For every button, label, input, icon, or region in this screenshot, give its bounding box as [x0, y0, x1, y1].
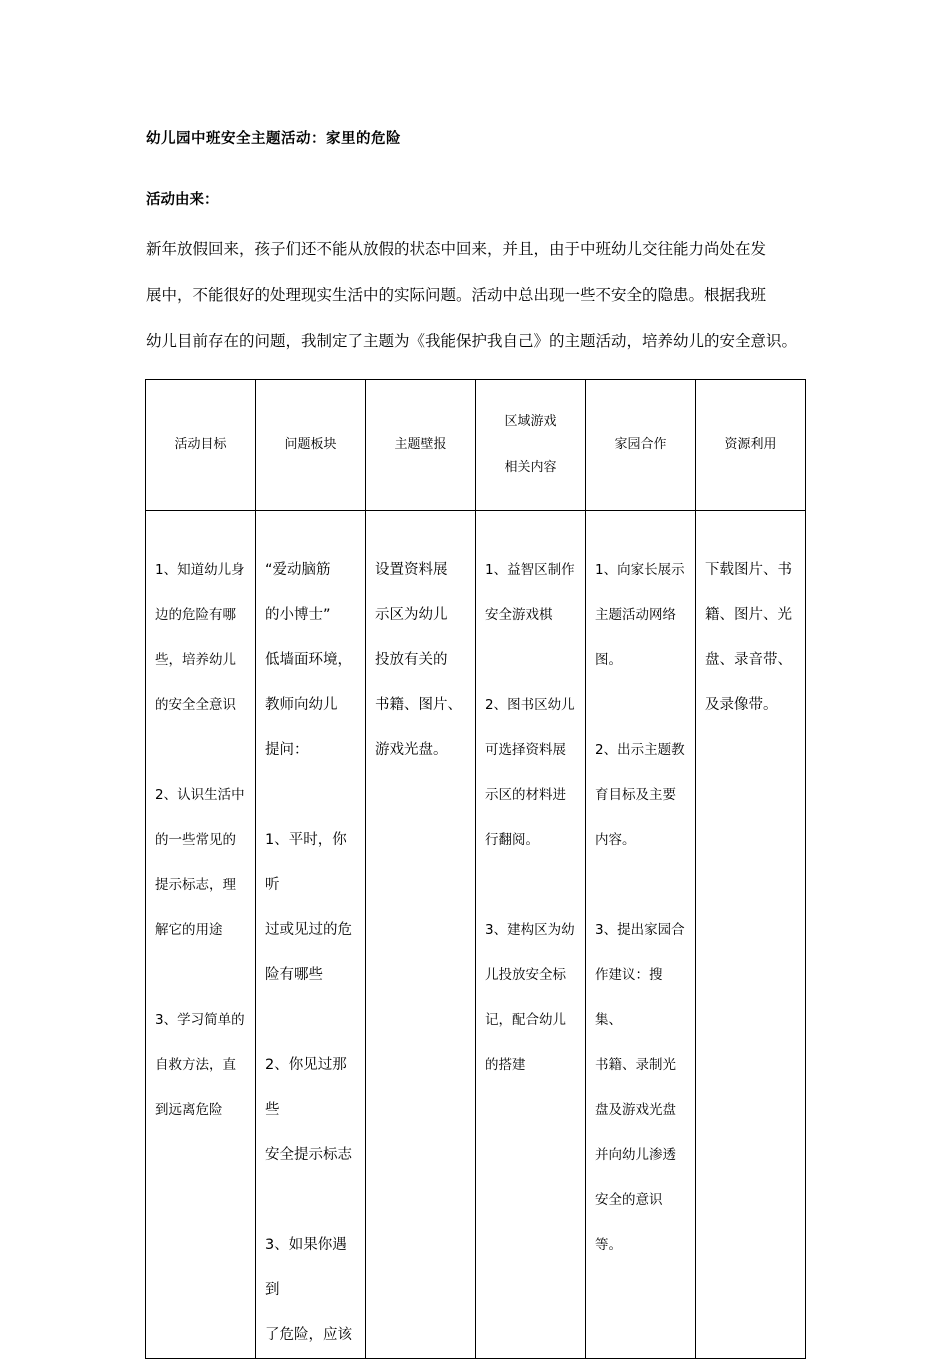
cell-line: 安全游戏棋	[485, 607, 553, 623]
cell-line: 到远离危险	[155, 1102, 223, 1118]
cell-line: 行翻阅。	[485, 832, 539, 848]
cell-line: 下载图片、书	[705, 562, 792, 578]
cell-line: 内容。	[595, 832, 636, 848]
cell-line: 1、知道幼儿身	[155, 562, 245, 578]
cell-paragraph	[155, 773, 247, 953]
cell-line: 记，配合幼儿	[485, 1012, 566, 1028]
paragraph-gap	[265, 773, 357, 818]
cell-line: 过或见过的危	[265, 922, 352, 938]
cell-line: 3、如果你遇到	[265, 1237, 347, 1298]
cell-line: 的搭建	[485, 1057, 526, 1073]
cell-home	[586, 511, 696, 1359]
document-title: 幼儿园中班安全主题活动：家里的危险	[146, 131, 401, 147]
header-goal: 活动目标	[146, 380, 256, 511]
cell-line: 的小博士”	[265, 607, 331, 623]
cell-paragraph	[485, 908, 577, 1088]
cell-line: 书籍、图片、	[375, 697, 462, 713]
cell-line: 提问：	[265, 742, 309, 758]
cell-line: 并向幼儿渗透	[595, 1147, 676, 1163]
header-area-line: 相关内容	[504, 460, 557, 475]
intro-line: 幼儿目前存在的问题，我制定了主题为《我能保护我自己》的主题活动，培养幼儿的安全意识。	[146, 332, 798, 350]
cell-goal	[146, 511, 256, 1359]
cell-line: 示区为幼儿	[375, 607, 448, 623]
cell-line: 险有哪些	[265, 967, 323, 983]
cell-paragraph	[595, 908, 687, 1268]
cell-line: 作建议：搜集、	[595, 967, 663, 1028]
cell-paragraph	[595, 548, 687, 683]
cell-line: 安全提示标志	[265, 1147, 352, 1163]
paragraph-gap	[155, 728, 247, 773]
table-header-row	[146, 380, 806, 511]
cell-line: 投放有关的	[375, 652, 448, 668]
cell-area	[476, 511, 586, 1359]
cell-line: 盘及游戏光盘	[595, 1102, 676, 1118]
cell-line: 提示标志，理	[155, 877, 236, 893]
header-resource: 资源利用	[696, 380, 806, 511]
paragraph-gap	[265, 1178, 357, 1223]
header-area-line: 区域游戏	[504, 414, 557, 429]
cell-line: 1、平时，你听	[265, 832, 347, 893]
origin-heading: 活动由来：	[146, 192, 219, 208]
cell-line: 3、学习简单的	[155, 1012, 245, 1028]
cell-paragraph	[375, 548, 467, 773]
cell-issue	[256, 511, 366, 1359]
paragraph-gap	[485, 638, 577, 683]
cell-line: 3、提出家园合	[595, 922, 685, 938]
cell-line: 安全的意识	[595, 1192, 663, 1208]
cell-line: 教师向幼儿	[265, 697, 338, 713]
cell-line: 可选择资料展	[485, 742, 566, 758]
paragraph-gap	[595, 683, 687, 728]
cell-line: 边的危险有哪	[155, 607, 236, 623]
intro-line: 新年放假回来，孩子们还不能从放假的状态中回来，并且，由于中班幼儿交往能力尚处在发	[146, 240, 767, 258]
cell-issue-content	[256, 511, 365, 1358]
cell-paragraph	[485, 548, 577, 638]
header-home: 家园合作	[586, 380, 696, 511]
cell-wall	[366, 511, 476, 1359]
cell-line: 儿投放安全标	[485, 967, 566, 983]
cell-resource	[696, 511, 806, 1359]
cell-line: 2、认识生活中	[155, 787, 245, 803]
cell-line: 些，培养幼儿	[155, 652, 236, 668]
cell-line: 主题活动网络	[595, 607, 676, 623]
cell-line: 示区的材料进	[485, 787, 566, 803]
cell-line: 2、出示主题教	[595, 742, 685, 758]
header-area	[476, 380, 586, 511]
cell-paragraph	[265, 1223, 357, 1358]
cell-line: 的安全全意识	[155, 697, 236, 713]
cell-wall-content	[366, 511, 475, 773]
header-issue: 问题板块	[256, 380, 366, 511]
header-wall: 主题壁报	[366, 380, 476, 511]
paragraph-gap	[485, 863, 577, 908]
cell-line: 解它的用途	[155, 922, 223, 938]
activity-plan-table	[145, 379, 806, 1359]
cell-paragraph	[705, 548, 797, 728]
cell-resource-content	[696, 511, 805, 728]
cell-line: 盘、录音带、	[705, 652, 792, 668]
cell-paragraph	[155, 548, 247, 728]
cell-line: 籍、图片、光	[705, 607, 792, 623]
cell-goal-content	[146, 511, 255, 1133]
cell-paragraph	[485, 683, 577, 863]
cell-line: 图。	[595, 652, 622, 668]
cell-line: 3、建构区为幼	[485, 922, 575, 938]
cell-line: 1、益智区制作	[485, 562, 575, 578]
intro-line: 展中，不能很好的处理现实生活中的实际问题。活动中总出现一些不安全的隐患。根据我班	[146, 286, 767, 304]
cell-line: 设置资料展	[375, 562, 448, 578]
cell-line: 低墙面环境，	[265, 652, 352, 668]
paragraph-gap	[265, 998, 357, 1043]
cell-line: “爱动脑筋	[265, 562, 331, 578]
intro-paragraph	[146, 226, 826, 364]
cell-paragraph	[155, 998, 247, 1133]
cell-line: 2、图书区幼儿	[485, 697, 575, 713]
cell-paragraph	[595, 728, 687, 863]
cell-paragraph	[265, 818, 357, 998]
paragraph-gap	[155, 953, 247, 998]
cell-area-content	[476, 511, 585, 1088]
cell-line: 的一些常见的	[155, 832, 236, 848]
paragraph-gap	[595, 863, 687, 908]
cell-home-content	[586, 511, 695, 1268]
cell-line: 了危险，应该	[265, 1327, 352, 1343]
cell-paragraph	[265, 1043, 357, 1178]
cell-line: 1、向家长展示	[595, 562, 685, 578]
cell-line: 书籍、录制光	[595, 1057, 676, 1073]
cell-line: 自救方法，直	[155, 1057, 236, 1073]
cell-paragraph	[265, 548, 357, 773]
table-row	[146, 511, 806, 1359]
cell-line: 及录像带。	[705, 697, 778, 713]
cell-line: 育目标及主要	[595, 787, 676, 803]
cell-line: 2、你见过那些	[265, 1057, 347, 1118]
cell-line: 等。	[595, 1237, 622, 1253]
cell-line: 游戏光盘。	[375, 742, 448, 758]
